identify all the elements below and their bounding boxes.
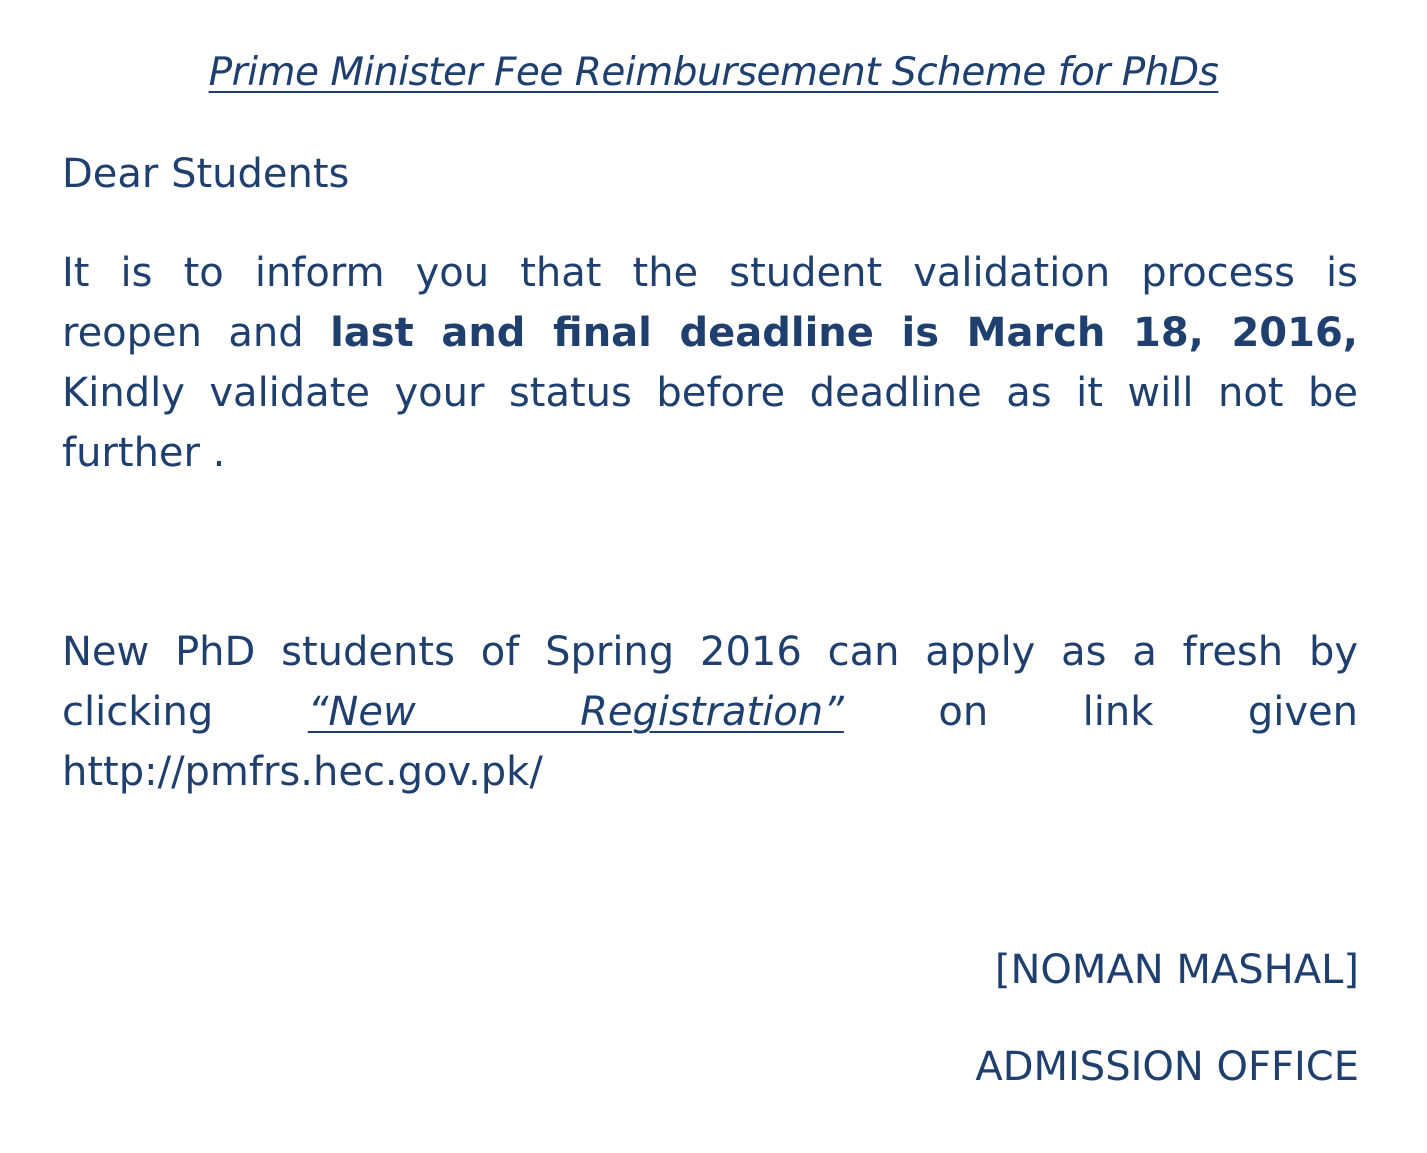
paragraph-line: It is to inform you that the student validation process is bbox=[62, 250, 1358, 296]
signatory-name: [NOMAN MASHAL] bbox=[994, 947, 1359, 993]
paragraph-line: Kindly validate your status before deadline as it will not be bbox=[62, 370, 1358, 416]
paragraph-line: further . bbox=[62, 430, 226, 476]
signatory-office: ADMISSION OFFICE bbox=[975, 1044, 1359, 1090]
paragraph-text: reopen and bbox=[62, 310, 331, 356]
paragraph-text: clicking bbox=[62, 689, 214, 735]
paragraph-line: New PhD students of Spring 2016 can apply as a fresh by bbox=[62, 629, 1358, 675]
notice-title: Prime Minister Fee Reimbursement Scheme for PhDs bbox=[208, 50, 1219, 95]
portal-url: http://pmfrs.hec.gov.pk/ bbox=[62, 749, 543, 795]
registration-paragraph bbox=[62, 622, 1358, 802]
salutation: Dear Students bbox=[62, 151, 350, 197]
paragraph-line bbox=[62, 303, 1358, 363]
deadline-text: last and final deadline is March 18, 2016, bbox=[330, 310, 1358, 356]
new-registration-link[interactable]: “New Registration” bbox=[307, 689, 844, 735]
paragraph-text: on link given bbox=[938, 689, 1358, 735]
validation-paragraph bbox=[62, 243, 1358, 483]
paragraph-line bbox=[62, 682, 1358, 742]
